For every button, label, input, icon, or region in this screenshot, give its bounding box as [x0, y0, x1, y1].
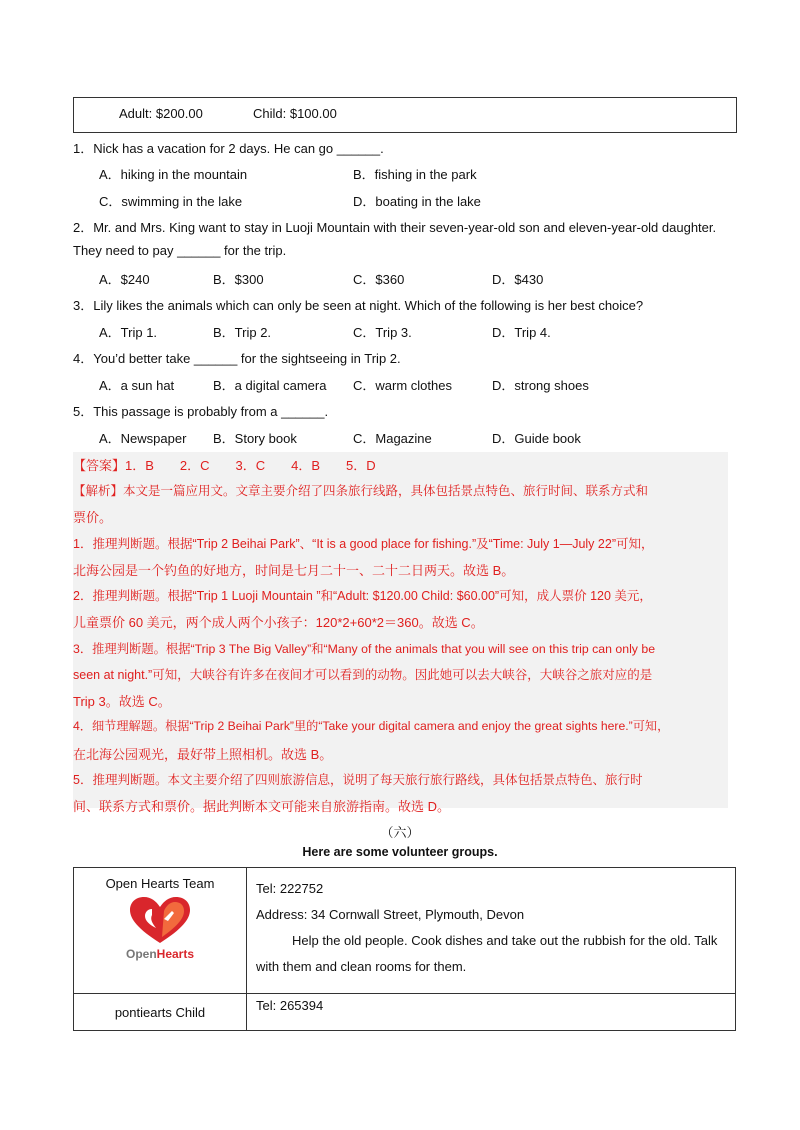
q1-option-c: C．swimming in the lake — [99, 194, 243, 209]
q2-option-a: A．$240 — [99, 272, 150, 287]
q3-option-b: B．Trip 2. — [213, 325, 272, 340]
analysis-line-4: 北海公园是一个钓鱼的好地方，时间是七月二十一、二十二日两天。故选 B。 — [73, 563, 515, 578]
group-details-cell — [247, 868, 736, 994]
q2-option-b: B．$300 — [213, 272, 264, 287]
question-2-line-1: 2．Mr. and Mrs. King want to stay in Luoji Mountain with their seven-year-old son and eleven-year-old daughter. — [73, 220, 717, 235]
heart-logo-icon — [128, 897, 192, 945]
analysis-line-3: 1．推理判断题。根据“Trip 2 Beihai Park”、“It is a good place for fishing.”及“Time: July 1—July 22”可知， — [73, 537, 654, 551]
q3-option-c: C．Trip 3. — [353, 325, 412, 340]
analysis-line-2: 票价。 — [73, 510, 113, 525]
logo-word-hearts: Hearts — [156, 947, 195, 961]
q3-option-d: D．Trip 4. — [492, 325, 551, 340]
group-tel: Tel: 222752 — [256, 881, 324, 896]
question-1: 1．Nick has a vacation for 2 days. He can go ______. — [73, 141, 384, 156]
analysis-line-10: 4．细节理解题。根据“Trip 2 Beihai Park”里的“Take your digital camera and enjoy the great sights here.”可知， — [73, 719, 670, 733]
child-price: Child: $100.00 — [253, 106, 337, 121]
q1-option-d: D．boating in the lake — [353, 194, 481, 209]
q4-option-c: C．warm clothes — [353, 378, 452, 393]
group-cell — [74, 868, 247, 994]
group-details-cell — [247, 994, 736, 1031]
q4-option-d: D．strong shoes — [492, 378, 589, 393]
answer-key: 【答案】1．B 2．C 3．C 4．B 5．D — [73, 458, 376, 473]
analysis-line-1: 【解析】本文是一篇应用文。文章主要介绍了四条旅行线路，具体包括景点特色、旅行时间、联系方式和 — [73, 484, 649, 498]
open-hearts-logo — [75, 897, 245, 961]
question-3: 3．Lily likes the animals which can only be seen at night. Which of the following is her best choice? — [73, 298, 644, 313]
group-desc-line-2: with them and clean rooms for them. — [256, 959, 467, 974]
analysis-line-6: 儿童票价 60 美元，两个成人两个小孩子：120*2+60*2＝360。故选 C。 — [73, 615, 484, 630]
q2-option-c: C．$360 — [353, 272, 405, 287]
q3-option-a: A．Trip 1. — [99, 325, 158, 340]
section-intro: Here are some volunteer groups. — [302, 845, 498, 859]
q2-option-d: D．$430 — [492, 272, 544, 287]
analysis-line-12: 5．推理判断题。本文主要介绍了四则旅游信息，说明了每天旅行旅行路线，具体包括景点特色、旅行时 — [73, 773, 643, 787]
section-number: （六） — [380, 825, 420, 840]
logo-word-open: Open — [125, 947, 157, 961]
analysis-line-11: 在北海公园观光，最好带上照相机。故选 B。 — [73, 747, 333, 762]
group-cell — [74, 994, 247, 1031]
analysis-line-5: 2．推理判断题。根据“Trip 1 Luoji Mountain ”和“Adult: $120.00 Child: $60.00”可知，成人票价 120 美元， — [73, 589, 652, 603]
q5-option-d: D．Guide book — [492, 431, 581, 446]
q1-option-b: B．fishing in the park — [353, 167, 477, 182]
group-name: Open Hearts Team — [105, 876, 215, 891]
logo-wordmark — [75, 947, 245, 961]
question-5: 5．This passage is probably from a ______. — [73, 404, 329, 419]
adult-price: Adult: $200.00 — [119, 106, 203, 121]
q5-option-b: B．Story book — [213, 431, 297, 446]
analysis-line-13: 间、联系方式和票价。据此判断本文可能来自旅游指南。故选 D。 — [73, 799, 451, 814]
q5-option-c: C．Magazine — [353, 431, 432, 446]
analysis-line-7: 3．推理判断题。根据“Trip 3 The Big Valley”和“Many of the animals that you will see on this trip can only be — [73, 642, 656, 656]
q1-option-a: A．hiking in the mountain — [99, 167, 248, 182]
analysis-line-8: seen at night.”可知，大峡谷有许多在夜间才可以看到的动物。因此她可以去大峡谷，大峡谷之旅对应的是 — [73, 668, 653, 682]
group-tel: Tel: 265394 — [256, 998, 324, 1013]
question-2-line-2: They need to pay ______ for the trip. — [73, 243, 287, 258]
q4-option-a: A．a sun hat — [99, 378, 175, 393]
q5-option-a: A．Newspaper — [99, 431, 187, 446]
q4-option-b: B．a digital camera — [213, 378, 327, 393]
volunteer-table — [73, 867, 736, 1031]
group-desc-line-1: Help the old people. Cook dishes and take out the rubbish for the old. Talk — [292, 933, 718, 948]
group-address: Address: 34 Cornwall Street, Plymouth, Devon — [256, 907, 525, 922]
table-row — [74, 868, 736, 994]
question-4: 4．You’d better take ______ for the sightseeing in Trip 2. — [73, 351, 401, 366]
analysis-line-9: Trip 3。故选 C。 — [73, 694, 171, 709]
table-row — [74, 994, 736, 1031]
group-name: pontiearts Child — [114, 1004, 206, 1020]
price-table-fragment — [73, 97, 737, 133]
